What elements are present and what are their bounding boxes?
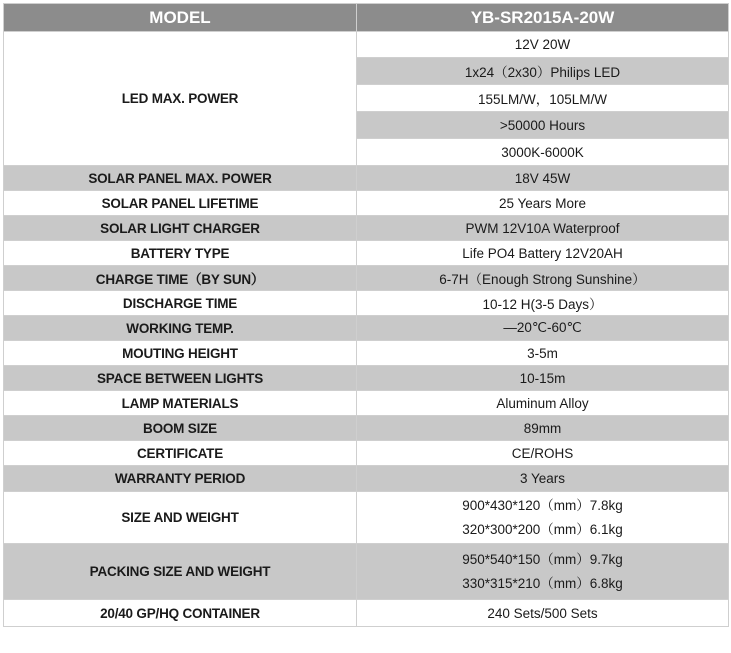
- row-value: 3-5m: [357, 341, 729, 366]
- packing-line-1: 950*540*150（mm）9.7kg: [462, 551, 623, 567]
- led-value-power: 12V 20W: [357, 32, 729, 58]
- row-label: SOLAR PANEL MAX. POWER: [4, 166, 357, 191]
- led-label: LED MAX. POWER: [4, 32, 357, 166]
- row-value: Life PO4 Battery 12V20AH: [357, 241, 729, 266]
- table-row: [4, 216, 729, 241]
- table-row: [4, 191, 729, 216]
- row-value: Aluminum Alloy: [357, 391, 729, 416]
- container-value: 240 Sets/500 Sets: [357, 600, 729, 627]
- size-weight-line-2: 320*300*200（mm）6.1kg: [462, 521, 623, 537]
- table-row: [4, 466, 729, 492]
- row-value: 6-7H（Enough Strong Sunshine）: [357, 266, 729, 291]
- row-label: SPACE BETWEEN LIGHTS: [4, 366, 357, 391]
- row-label: BOOM SIZE: [4, 416, 357, 441]
- row-label: WORKING TEMP.: [4, 316, 357, 341]
- container-label: 20/40 GP/HQ CONTAINER: [4, 600, 357, 627]
- led-value-lifetime: >50000 Hours: [357, 112, 729, 139]
- row-value: —20℃-60℃: [357, 316, 729, 341]
- row-value: 89mm: [357, 416, 729, 441]
- table-row: [4, 391, 729, 416]
- size-weight-value: [357, 492, 729, 544]
- packing-row: [4, 544, 729, 600]
- row-label: WARRANTY PERIOD: [4, 466, 357, 492]
- row-value: 25 Years More: [357, 191, 729, 216]
- table-row: [4, 341, 729, 366]
- led-row: [4, 32, 729, 58]
- table-row: [4, 316, 729, 341]
- header-row: [4, 4, 729, 32]
- row-value: 10-15m: [357, 366, 729, 391]
- table-row: [4, 366, 729, 391]
- row-label: SOLAR PANEL LIFETIME: [4, 191, 357, 216]
- row-value: CE/ROHS: [357, 441, 729, 466]
- row-value: 3 Years: [357, 466, 729, 492]
- led-value-efficiency: 155LM/W，105LM/W: [357, 85, 729, 112]
- packing-line-2: 330*315*210（mm）6.8kg: [462, 575, 623, 591]
- row-label: BATTERY TYPE: [4, 241, 357, 266]
- model-value: YB-SR2015A-20W: [357, 4, 729, 32]
- row-label: CERTIFICATE: [4, 441, 357, 466]
- packing-value: [357, 544, 729, 600]
- spec-table: [3, 3, 729, 627]
- row-value: 10-12 H(3-5 Days）: [357, 291, 729, 316]
- row-label: CHARGE TIME（BY SUN）: [4, 266, 357, 291]
- size-weight-label: SIZE AND WEIGHT: [4, 492, 357, 544]
- row-value: PWM 12V10A Waterproof: [357, 216, 729, 241]
- table-row: [4, 291, 729, 316]
- table-row: [4, 166, 729, 191]
- led-value-cct: 3000K-6000K: [357, 139, 729, 166]
- row-label: SOLAR LIGHT CHARGER: [4, 216, 357, 241]
- row-label: DISCHARGE TIME: [4, 291, 357, 316]
- table-row: [4, 266, 729, 291]
- led-value-chips: 1x24（2x30）Philips LED: [357, 58, 729, 85]
- row-value: 18V 45W: [357, 166, 729, 191]
- container-row: [4, 600, 729, 627]
- size-weight-row: [4, 492, 729, 544]
- size-weight-line-1: 900*430*120（mm）7.8kg: [462, 497, 623, 513]
- table-row: [4, 441, 729, 466]
- table-row: [4, 416, 729, 441]
- row-label: LAMP MATERIALS: [4, 391, 357, 416]
- packing-label: PACKING SIZE AND WEIGHT: [4, 544, 357, 600]
- row-label: MOUTING HEIGHT: [4, 341, 357, 366]
- model-label: MODEL: [4, 4, 357, 32]
- table-row: [4, 241, 729, 266]
